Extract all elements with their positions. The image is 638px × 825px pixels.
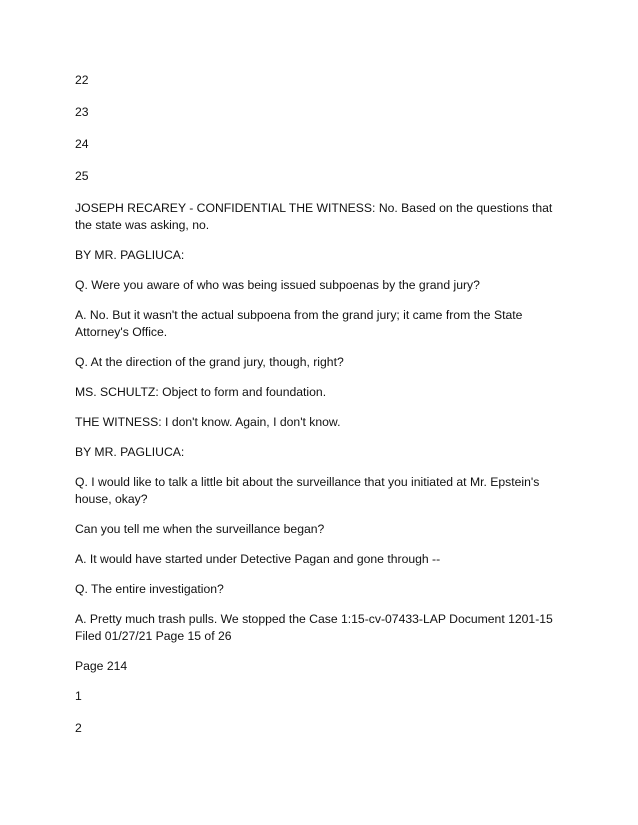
transcript-question: Q. At the direction of the grand jury, though, right? bbox=[75, 355, 344, 369]
line-number: 24 bbox=[75, 137, 89, 151]
transcript-answer: A. Pretty much trash pulls. We stopped the Case 1:15-cv-07433-LAP Document 1201-15 Filed 01/27/21 Page 15 of 26 bbox=[75, 612, 553, 643]
transcript-paragraph: THE WITNESS: I don't know. Again, I don't know. bbox=[75, 415, 341, 429]
page-label: Page 214 bbox=[75, 659, 128, 673]
line-number: 22 bbox=[75, 73, 89, 87]
line-number: 2 bbox=[75, 721, 82, 735]
transcript-question: Q. The entire investigation? bbox=[75, 582, 224, 596]
transcript-question: Q. I would like to talk a little bit about the surveillance that you initiated at Mr. Epstein's house, okay? bbox=[75, 475, 540, 506]
line-number: 23 bbox=[75, 105, 89, 119]
speaker-heading: BY MR. PAGLIUCA: bbox=[75, 445, 185, 459]
transcript-answer: A. It would have started under Detective Pagan and gone through -- bbox=[75, 552, 441, 566]
line-number: 25 bbox=[75, 169, 89, 183]
transcript-answer: A. No. But it wasn't the actual subpoena from the grand jury; it came from the State Attorney's Office. bbox=[75, 308, 523, 339]
transcript-objection: MS. SCHULTZ: Object to form and foundation. bbox=[75, 385, 327, 399]
speaker-heading: BY MR. PAGLIUCA: bbox=[75, 248, 185, 262]
document-page bbox=[75, 72, 567, 752]
transcript-paragraph: JOSEPH RECAREY - CONFIDENTIAL THE WITNESS: No. Based on the questions that the state was asking, no. bbox=[75, 201, 553, 232]
transcript-question: Q. Were you aware of who was being issued subpoenas by the grand jury? bbox=[75, 278, 480, 292]
transcript-question: Can you tell me when the surveillance began? bbox=[75, 522, 325, 536]
line-number: 1 bbox=[75, 689, 82, 703]
